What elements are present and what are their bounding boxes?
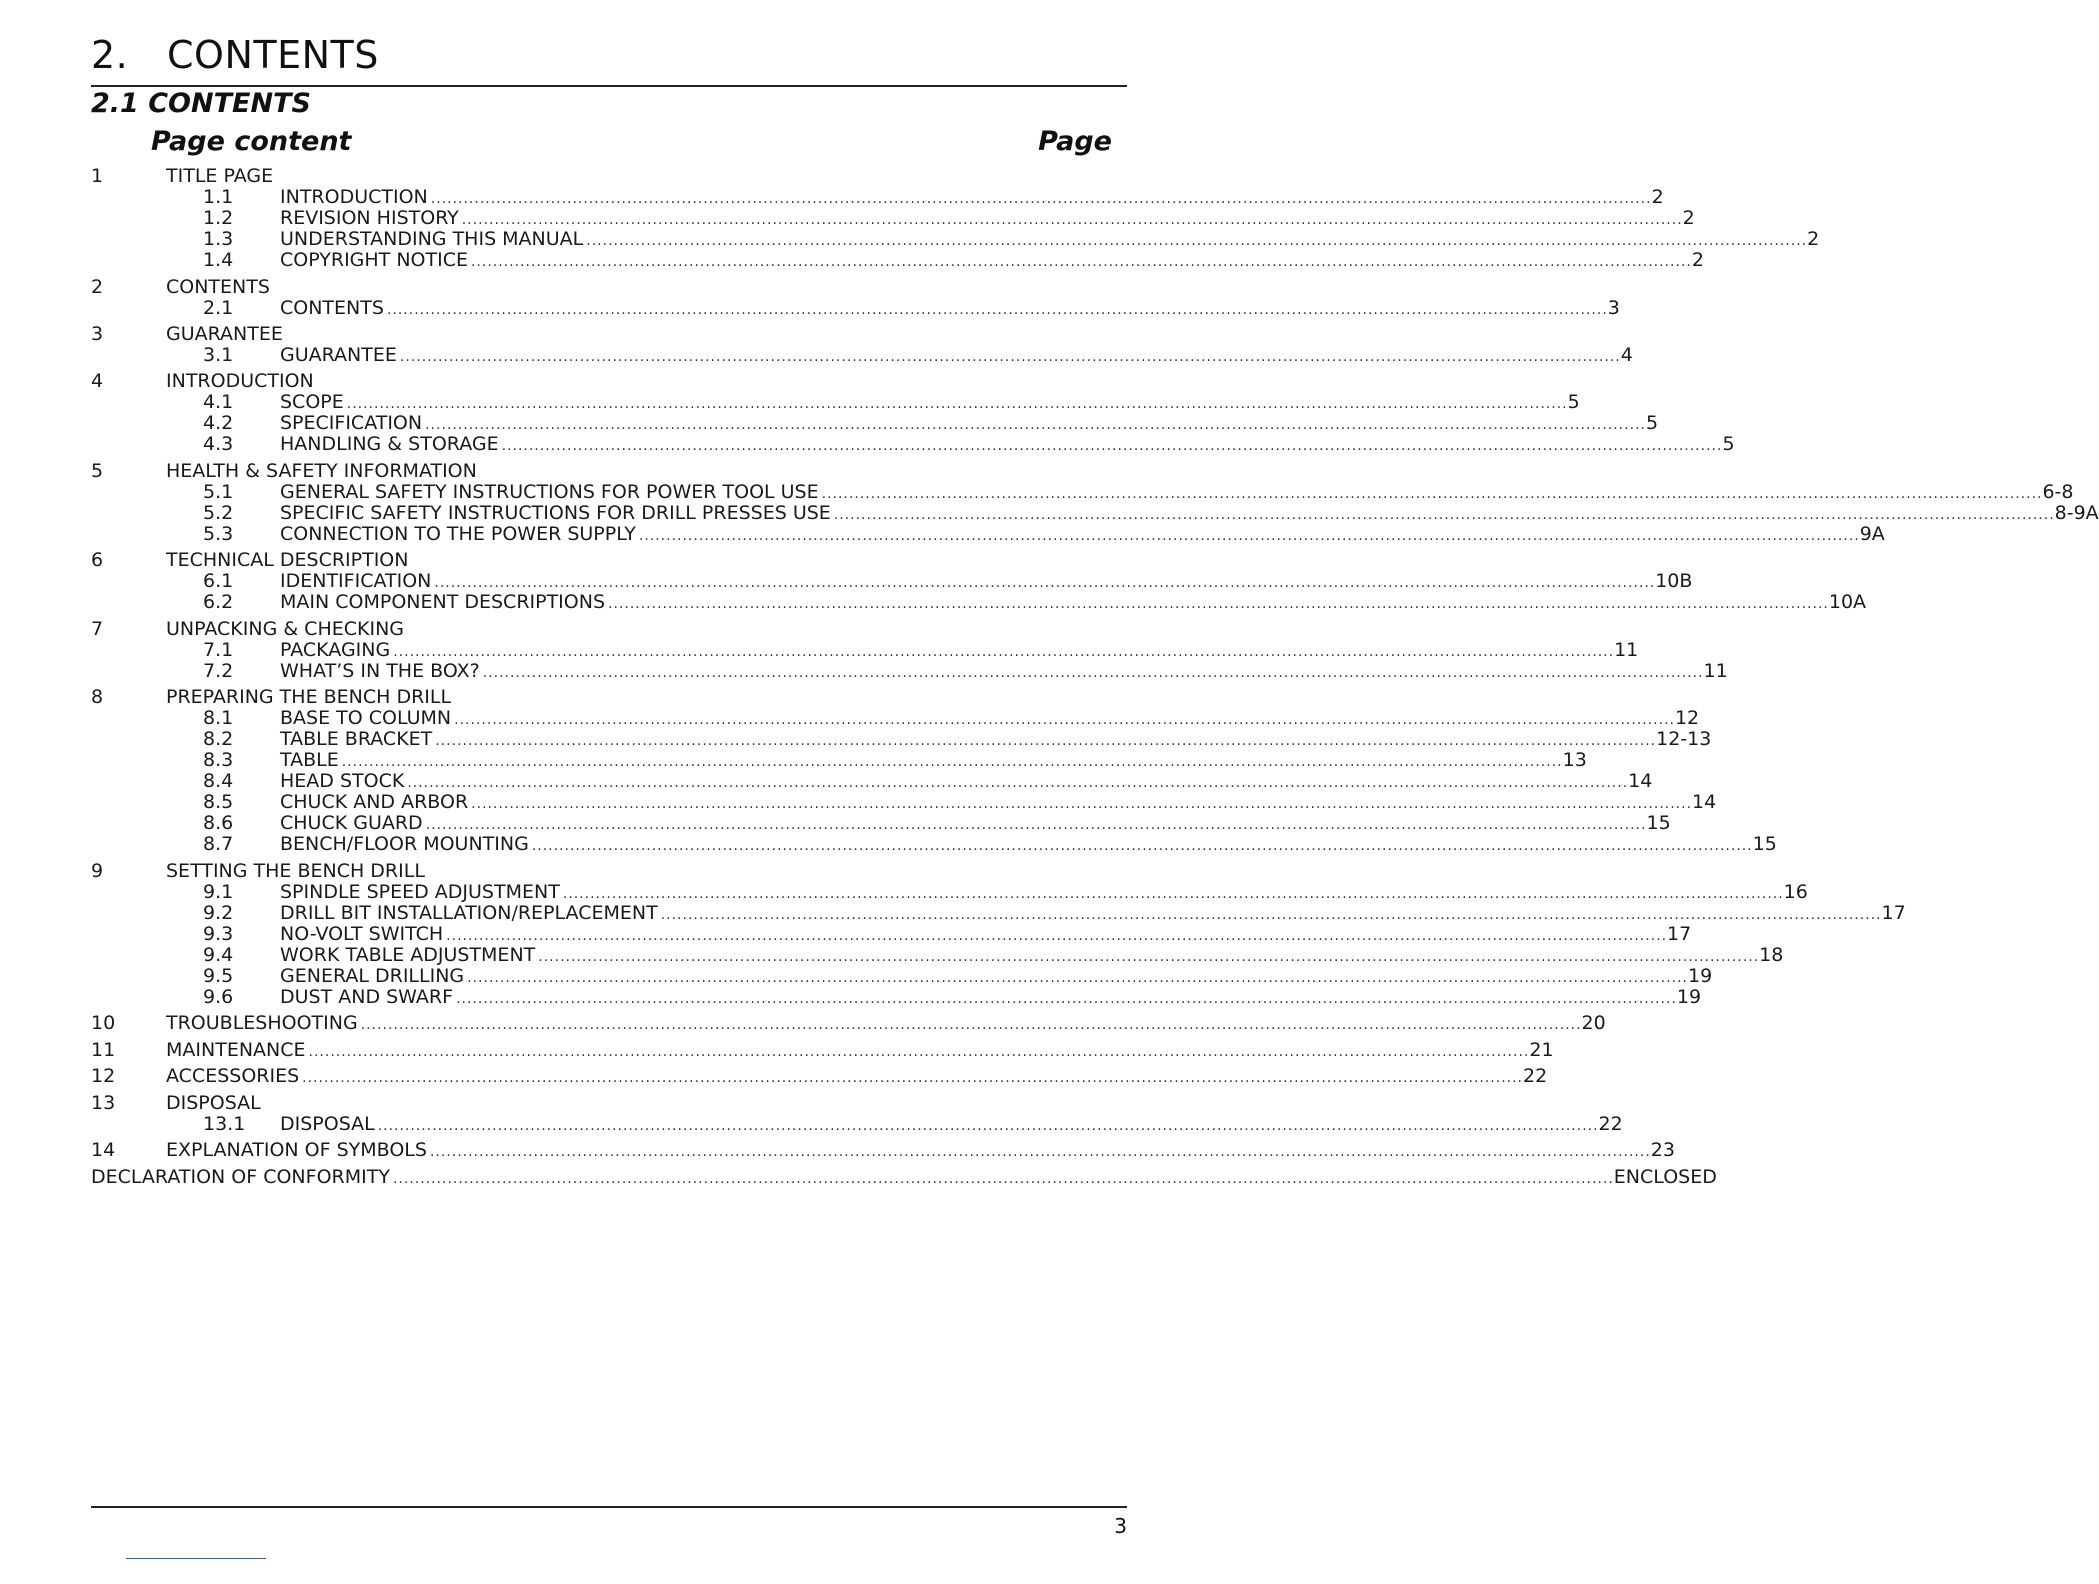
toc-page-number: 2	[1651, 186, 1664, 208]
toc-section-leader	[280, 1113, 1623, 1137]
toc-page-number: 6-8	[2042, 481, 2074, 503]
column-header-page: Page	[1038, 126, 1112, 157]
toc-section-number: 1.3	[203, 228, 234, 250]
chapter-title: CONTENTS	[167, 33, 379, 77]
leader-dots: ................................................................................................................................................................................................................................	[586, 233, 1808, 249]
toc-section-leader	[280, 433, 1735, 457]
footer-divider	[91, 1506, 1127, 1508]
toc-chapter-number: 7	[91, 618, 104, 640]
toc-chapter-number: 13	[91, 1092, 116, 1114]
toc-section-label: SPINDLE SPEED ADJUSTMENT	[280, 881, 560, 903]
toc-page-number: 2	[1691, 249, 1704, 271]
toc-section-label: GENERAL SAFETY INSTRUCTIONS FOR POWER TOOL USE	[280, 481, 819, 503]
toc-page-number: 13	[1562, 749, 1587, 771]
toc-chapter-label: ACCESSORIES	[166, 1065, 300, 1087]
footer-link-underline	[126, 1558, 266, 1559]
leader-dots: ................................................................................................................................................................................................................................	[302, 1070, 1523, 1086]
toc-section-label: GUARANTEE	[280, 344, 397, 366]
leader-dots: ................................................................................................................................................................................................................................	[386, 302, 1608, 318]
toc-section-number: 9.4	[203, 944, 234, 966]
toc-section-leader	[280, 986, 1702, 1010]
toc-page-number: 17	[1881, 902, 1906, 924]
toc-section-number: 6.1	[203, 570, 234, 592]
toc-chapter-label: UNPACKING & CHECKING	[166, 618, 405, 640]
toc-page-number: 19	[1676, 986, 1702, 1008]
toc-chapter-number: 5	[91, 460, 104, 482]
toc-chapter-label: PREPARING THE BENCH DRILL	[166, 686, 452, 708]
toc-section-label: HANDLING & STORAGE	[280, 433, 499, 455]
toc-page-number: ENCLOSED	[1613, 1166, 1717, 1188]
toc-section-number: 5.2	[203, 502, 234, 524]
page-number: 3	[1114, 1514, 1127, 1538]
toc-chapter-leader	[166, 1139, 1675, 1163]
toc-chapter-label: TROUBLESHOOTING	[166, 1012, 358, 1034]
toc-chapter-label: MAINTENANCE	[166, 1039, 306, 1061]
leader-dots: ................................................................................................................................................................................................................................	[360, 1017, 1582, 1033]
toc-section-number: 4.2	[203, 412, 234, 434]
toc-section-label: SPECIFICATION	[280, 412, 423, 434]
leader-dots: ................................................................................................................................................................................................................................	[399, 349, 1621, 365]
toc-page-number: 22	[1598, 1113, 1623, 1135]
toc-section-label: NO-VOLT SWITCH	[280, 923, 444, 945]
toc-section-leader	[280, 297, 1620, 321]
toc-section-label: DISPOSAL	[280, 1113, 375, 1135]
leader-dots: ................................................................................................................................................................................................................................	[393, 644, 1615, 660]
toc-section-number: 6.2	[203, 591, 234, 613]
toc-section-label: MAIN COMPONENT DESCRIPTIONS	[280, 591, 606, 613]
toc-chapter-number: 12	[91, 1065, 116, 1087]
leader-dots: ................................................................................................................................................................................................................................	[562, 886, 1784, 902]
toc-section-leader	[280, 728, 1712, 752]
toc-section-label: CONNECTION TO THE POWER SUPPLY	[280, 523, 636, 545]
toc-section-number: 8.4	[203, 770, 234, 792]
leader-dots: ................................................................................................................................................................................................................................	[425, 417, 1646, 433]
toc-page-number: 10A	[1828, 591, 1867, 613]
toc-chapter-number: 9	[91, 860, 104, 882]
toc-chapter-label: TECHNICAL DESCRIPTION	[166, 549, 409, 571]
toc-section-label: CONTENTS	[280, 297, 384, 319]
leader-dots: ................................................................................................................................................................................................................................	[430, 191, 1652, 207]
toc-section-number: 9.6	[203, 986, 234, 1008]
toc-section-label: UNDERSTANDING THIS MANUAL	[280, 228, 584, 250]
toc-section-number: 2.1	[203, 297, 234, 319]
leader-dots: ................................................................................................................................................................................................................................	[392, 1171, 1614, 1187]
toc-section-leader	[280, 591, 1867, 615]
toc-section-label: DRILL BIT INSTALLATION/REPLACEMENT	[280, 902, 658, 924]
toc-section-number: 9.3	[203, 923, 234, 945]
toc-section-leader	[280, 344, 1633, 368]
toc-chapter-number: 6	[91, 549, 104, 571]
toc-page-number: 12	[1674, 707, 1700, 729]
toc-page-number: 23	[1650, 1139, 1675, 1161]
toc-page-number: 9A	[1859, 523, 1885, 545]
leader-dots: ................................................................................................................................................................................................................................	[377, 1118, 1599, 1134]
toc-section-leader	[280, 249, 1704, 273]
toc-chapter-number: 10	[91, 1012, 116, 1034]
toc-chapter-number: 1	[91, 165, 104, 187]
toc-page-number: 17	[1667, 923, 1692, 945]
toc-chapter-leader	[166, 1065, 1548, 1089]
toc-section-label: PACKAGING	[280, 639, 391, 661]
toc-section-leader	[280, 660, 1728, 684]
leader-dots: ................................................................................................................................................................................................................................	[538, 949, 1760, 965]
toc-chapter-label: CONTENTS	[166, 276, 270, 298]
toc-page-number: 2	[1682, 207, 1695, 229]
toc-section-label: BASE TO COLUMN	[280, 707, 452, 729]
toc-chapter-number: 3	[91, 323, 104, 345]
toc-section-number: 9.5	[203, 965, 234, 987]
toc-section-label: INTRODUCTION	[280, 186, 428, 208]
toc-chapter-label: EXPLANATION OF SYMBOLS	[166, 1139, 427, 1161]
toc-declaration-label: DECLARATION OF CONFORMITY	[91, 1166, 390, 1188]
toc-section-number: 8.7	[203, 833, 234, 855]
toc-page-number: 3	[1607, 297, 1620, 319]
toc-section-label: BENCH/FLOOR MOUNTING	[280, 833, 529, 855]
leader-dots: ................................................................................................................................................................................................................................	[531, 838, 1753, 854]
toc-section-number: 7.1	[203, 639, 234, 661]
leader-dots: ................................................................................................................................................................................................................................	[454, 712, 1675, 728]
toc-page-number: 10B	[1655, 570, 1693, 592]
toc-page-number: 19	[1688, 965, 1713, 987]
leader-dots: ................................................................................................................................................................................................................................	[407, 775, 1629, 791]
toc-page-number: 12-13	[1656, 728, 1712, 750]
toc-section-label: COPYRIGHT NOTICE	[280, 249, 468, 271]
toc-page-number: 22	[1523, 1065, 1548, 1087]
leader-dots: ................................................................................................................................................................................................................................	[660, 907, 1882, 923]
toc-page-number: 11	[1703, 660, 1728, 682]
toc-section-number: 8.1	[203, 707, 234, 729]
toc-section-number: 4.3	[203, 433, 234, 455]
toc-section-label: DUST AND SWARF	[280, 986, 454, 1008]
leader-dots: ................................................................................................................................................................................................................................	[308, 1044, 1530, 1060]
toc-section-label: SPECIFIC SAFETY INSTRUCTIONS FOR DRILL PRESSES USE	[280, 502, 831, 524]
column-header-page-content: Page content	[151, 126, 352, 157]
toc-section-leader	[280, 523, 1885, 547]
leader-dots: ................................................................................................................................................................................................................................	[425, 817, 1647, 833]
chapter-number: 2.	[91, 33, 129, 77]
leader-dots: ................................................................................................................................................................................................................................	[446, 928, 1668, 944]
toc-chapter-number: 11	[91, 1039, 116, 1061]
toc-section-number: 8.6	[203, 812, 234, 834]
leader-dots: ................................................................................................................................................................................................................................	[821, 486, 2043, 502]
section-title: 2.1 CONTENTS	[91, 88, 311, 119]
toc-chapter-number: 2	[91, 276, 104, 298]
toc-section-number: 9.1	[203, 881, 234, 903]
toc-page-number: 15	[1646, 812, 1671, 834]
leader-dots: ................................................................................................................................................................................................................................	[434, 575, 1656, 591]
toc-chapter-leader	[166, 1039, 1554, 1063]
toc-page-number: 11	[1614, 639, 1639, 661]
toc-section-number: 8.5	[203, 791, 234, 813]
toc-section-label: TABLE BRACKET	[280, 728, 433, 750]
toc-page-number: 14	[1692, 791, 1717, 813]
toc-page-number: 16	[1783, 881, 1808, 903]
toc-page-number: 4	[1620, 344, 1633, 366]
toc-section-number: 8.2	[203, 728, 234, 750]
toc-section-number: 7.2	[203, 660, 234, 682]
toc-chapter-label: SETTING THE BENCH DRILL	[166, 860, 425, 882]
toc-page-number: 5	[1722, 433, 1735, 455]
toc-section-label: SCOPE	[280, 391, 344, 413]
leader-dots: ................................................................................................................................................................................................................................	[461, 212, 1683, 228]
toc-chapter-number: 8	[91, 686, 104, 708]
toc-page-number: 18	[1759, 944, 1784, 966]
toc-section-leader	[280, 833, 1777, 857]
toc-section-label: IDENTIFICATION	[280, 570, 432, 592]
toc-page-number: 5	[1567, 391, 1580, 413]
toc-section-label: TABLE	[280, 749, 339, 771]
toc-section-number: 1.1	[203, 186, 234, 208]
leader-dots: ................................................................................................................................................................................................................................	[429, 1144, 1651, 1160]
toc-section-number: 5.3	[203, 523, 234, 545]
toc-page-number: 2	[1807, 228, 1820, 250]
toc-page-number: 20	[1581, 1012, 1606, 1034]
toc-section-label: WHAT’S IN THE BOX?	[280, 660, 480, 682]
toc-chapter-label: GUARANTEE	[166, 323, 283, 345]
leader-dots: ................................................................................................................................................................................................................................	[346, 396, 1568, 412]
leader-dots: ................................................................................................................................................................................................................................	[638, 528, 1860, 544]
toc-section-number: 1.2	[203, 207, 234, 229]
toc-page-number: 15	[1752, 833, 1777, 855]
toc-chapter-label: INTRODUCTION	[166, 370, 314, 392]
toc-chapter-leader	[166, 1012, 1606, 1036]
toc-page-number: 21	[1529, 1039, 1554, 1061]
leader-dots: ................................................................................................................................................................................................................................	[470, 254, 1692, 270]
toc-declaration-leader	[91, 1166, 1717, 1190]
leader-dots: ................................................................................................................................................................................................................................	[833, 507, 2055, 523]
toc-chapter-number: 4	[91, 370, 104, 392]
leader-dots: ................................................................................................................................................................................................................................	[471, 796, 1693, 812]
toc-section-label: CHUCK AND ARBOR	[280, 791, 469, 813]
leader-dots: ................................................................................................................................................................................................................................	[467, 970, 1688, 986]
toc-section-number: 1.4	[203, 249, 234, 271]
leader-dots: ................................................................................................................................................................................................................................	[341, 754, 1563, 770]
toc-section-label: GENERAL DRILLING	[280, 965, 465, 987]
toc-chapter-label: DISPOSAL	[166, 1092, 261, 1114]
toc-section-number: 8.3	[203, 749, 234, 771]
toc-section-label: REVISION HISTORY	[280, 207, 459, 229]
toc-section-number: 4.1	[203, 391, 234, 413]
toc-chapter-label: TITLE PAGE	[166, 165, 274, 187]
leader-dots: ................................................................................................................................................................................................................................	[435, 733, 1657, 749]
leader-dots: ................................................................................................................................................................................................................................	[501, 438, 1723, 454]
toc-section-label: WORK TABLE ADJUSTMENT	[280, 944, 536, 966]
toc-section-label: CHUCK GUARD	[280, 812, 423, 834]
leader-dots: ................................................................................................................................................................................................................................	[482, 665, 1704, 681]
toc-chapter-number: 14	[91, 1139, 116, 1161]
leader-dots: ................................................................................................................................................................................................................................	[456, 991, 1677, 1007]
toc-page-number: 5	[1645, 412, 1659, 434]
toc-section-number: 9.2	[203, 902, 234, 924]
toc-chapter-label: HEALTH & SAFETY INFORMATION	[166, 460, 477, 482]
toc-section-number: 3.1	[203, 344, 234, 366]
leader-dots: ................................................................................................................................................................................................................................	[608, 596, 1829, 612]
toc-page-number: 14	[1628, 770, 1653, 792]
toc-page-number: 8-9A	[2054, 502, 2099, 524]
toc-section-number: 13.1	[203, 1113, 246, 1135]
toc-section-number: 5.1	[203, 481, 234, 503]
toc-section-label: HEAD STOCK	[280, 770, 405, 792]
